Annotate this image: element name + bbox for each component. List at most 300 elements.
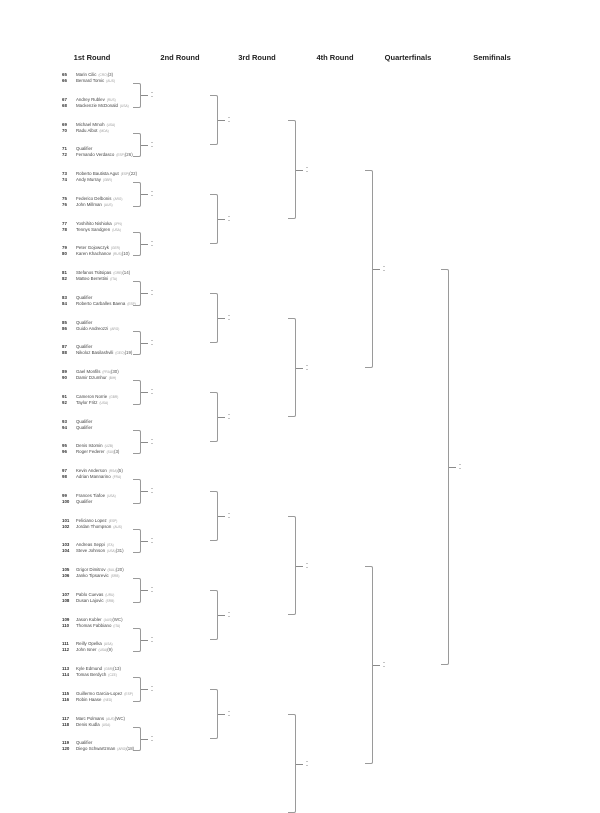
player-country: (GEO)	[115, 351, 125, 356]
player-number: 110	[62, 622, 70, 628]
player-number: 82	[62, 276, 67, 281]
round-header-semifinals: Semifinals	[473, 53, 511, 62]
player-seed: (WC)	[112, 616, 123, 622]
player-entry	[62, 746, 134, 752]
player-country: (USA)	[103, 642, 113, 647]
winner-slot-mark	[306, 563, 308, 564]
player-entry	[62, 276, 117, 282]
player-country: (USA)	[99, 400, 109, 405]
player-name: Qualifier	[76, 418, 93, 424]
player-entry	[62, 672, 117, 678]
player-entry	[62, 103, 129, 109]
winner-slot-mark	[151, 241, 153, 242]
player-name: Kevin Anderson	[76, 468, 107, 473]
player-number: 106	[62, 573, 70, 578]
bracket-line	[133, 232, 141, 257]
winner-slot-mark	[151, 344, 153, 345]
player-number: 102	[62, 523, 70, 529]
player-name: Andy Murray	[76, 177, 101, 182]
player-country: (GBR)	[109, 394, 119, 399]
bracket-line	[210, 689, 218, 739]
player-name: Kyle Edmund	[76, 666, 103, 671]
player-country: (NED)	[103, 697, 113, 702]
player-country: (FRA)	[112, 475, 122, 479]
player-number: 109	[62, 616, 70, 622]
player-country: (ARG)	[113, 196, 123, 201]
player-entry	[62, 177, 112, 183]
player-name: Matteo Berrettini	[76, 276, 109, 281]
player-name: Frances Tiafoe	[76, 492, 106, 498]
winner-slot-mark	[306, 369, 308, 370]
player-number: 65	[62, 72, 67, 77]
player-number: 118	[62, 721, 70, 727]
player-number: 117	[62, 715, 70, 721]
winner-slot-mark	[151, 736, 153, 737]
bracket-line	[210, 293, 218, 343]
player-seed: (19)	[124, 350, 133, 356]
player-number: 113	[62, 666, 70, 671]
bracket-connector	[296, 170, 303, 171]
player-name: Bernard Tomic	[76, 78, 105, 83]
player-country: (ESP)	[116, 153, 125, 158]
player-entry	[62, 350, 132, 356]
bracket-connector	[141, 145, 148, 146]
bracket-line	[288, 120, 296, 219]
player-number: 85	[62, 319, 67, 325]
player-seed: (31)	[115, 548, 124, 554]
player-entry	[62, 128, 109, 134]
winner-slot-mark	[151, 686, 153, 687]
player-entry	[62, 524, 122, 530]
player-seed: (14)	[122, 270, 131, 275]
player-entry	[62, 449, 119, 455]
player-name: Taylor Fritz	[76, 399, 98, 405]
player-name: Peter Gojowczyk	[76, 245, 109, 251]
player-name: Damir Dzumhur	[76, 375, 107, 380]
winner-slot-mark	[228, 715, 230, 716]
bracket-connector	[141, 343, 148, 344]
winner-slot-mark	[228, 418, 230, 419]
bracket-line	[210, 95, 218, 145]
player-country: (SRB)	[110, 574, 120, 578]
winner-slot-mark	[228, 414, 230, 415]
player-number: 78	[62, 226, 67, 232]
player-country: (BIH)	[108, 376, 117, 380]
bracket-connector	[218, 120, 225, 121]
winner-slot-mark	[151, 492, 153, 493]
player-country: (JPN)	[113, 221, 122, 226]
winner-slot-mark	[151, 340, 153, 341]
player-seed: (3)	[107, 72, 114, 77]
winner-slot-mark	[151, 587, 153, 588]
player-name: Guillermo Garcia-Lopez	[76, 690, 123, 696]
player-seed: (9)	[107, 647, 113, 653]
player-number: 86	[62, 325, 67, 331]
player-country: (UZB)	[104, 444, 114, 449]
player-name: John Millman	[76, 201, 102, 207]
bracket-connector	[141, 442, 148, 443]
player-entry	[62, 202, 113, 208]
player-name: Qualifier	[76, 294, 93, 300]
player-entry	[62, 152, 133, 158]
player-number: 95	[62, 443, 67, 449]
player-number: 76	[62, 201, 67, 207]
player-country: (SRB)	[105, 598, 115, 603]
player-country: (RUS)	[106, 97, 116, 102]
player-country: (AUS)	[106, 716, 115, 721]
winner-slot-mark	[228, 315, 230, 316]
round-header-1st: 1st Round	[73, 53, 111, 62]
player-country: (AUS)	[106, 79, 115, 83]
player-entry	[62, 697, 112, 703]
winner-slot-mark	[151, 740, 153, 741]
player-number: 111	[62, 641, 69, 647]
player-number: 94	[62, 424, 67, 430]
winner-slot-mark	[228, 711, 230, 712]
bracket-connector	[218, 318, 225, 319]
winner-slot-mark	[383, 266, 385, 267]
winner-slot-mark	[151, 92, 153, 93]
player-country: (GER)	[110, 246, 120, 251]
bracket-connector	[218, 714, 225, 715]
player-number: 103	[62, 542, 70, 548]
player-name: Karen Khachanov	[76, 251, 111, 257]
player-country: (FRA)	[102, 370, 111, 374]
bracket-line	[133, 281, 141, 306]
player-name: Thomas Fabbiano	[76, 622, 112, 628]
player-seed: (13)	[113, 666, 121, 671]
bracket-connector	[141, 95, 148, 96]
player-number: 74	[62, 177, 67, 182]
player-number: 72	[62, 152, 67, 158]
bracket-line	[133, 578, 141, 603]
bracket-line	[365, 170, 373, 368]
player-name: Feliciano Lopez	[76, 517, 107, 523]
player-country: (ARG)	[117, 747, 127, 752]
winner-slot-mark	[151, 195, 153, 196]
bracket-line	[133, 628, 141, 653]
bracket-connector	[296, 368, 303, 369]
player-name: Andreas Seppi	[76, 542, 105, 548]
player-number: 84	[62, 300, 67, 306]
winner-slot-mark	[228, 220, 230, 221]
player-country: (RUS)	[112, 252, 122, 257]
bracket-connector	[218, 516, 225, 517]
player-country: (ESP)	[108, 518, 118, 523]
bracket-connector	[141, 640, 148, 641]
bracket-line	[133, 479, 141, 504]
bracket-connector	[141, 491, 148, 492]
winner-slot-mark	[306, 171, 308, 172]
player-name: Diego Schwartzman	[76, 746, 116, 752]
winner-slot-mark	[383, 270, 385, 271]
player-name: John Isner	[76, 647, 97, 653]
bracket-line	[133, 529, 141, 554]
player-name: Qualifier	[76, 319, 93, 325]
player-name: Marin Cilic	[76, 72, 97, 77]
round-header-3rd: 3rd Round	[238, 53, 276, 62]
bracket-connector	[141, 194, 148, 195]
player-country: (AUS)	[113, 524, 122, 529]
winner-slot-mark	[459, 468, 461, 469]
player-country: (ITA)	[110, 277, 118, 281]
player-country: (GBR)	[102, 178, 112, 182]
player-seed: (3)	[114, 449, 120, 455]
player-name: Denis Istomin	[76, 443, 103, 449]
player-number: 73	[62, 171, 67, 176]
bracket-connector	[141, 244, 148, 245]
bracket-connector	[296, 566, 303, 567]
player-name: Michael Mmoh	[76, 121, 105, 127]
winner-slot-mark	[151, 591, 153, 592]
player-number: 83	[62, 294, 67, 300]
player-country: (USA)	[106, 122, 116, 127]
player-seed: (WC)	[114, 715, 125, 721]
player-name: Denis Kudla	[76, 721, 100, 727]
player-number: 100	[62, 498, 70, 504]
player-number: 93	[62, 418, 67, 424]
player-number: 114	[62, 672, 70, 677]
player-country: (ITA)	[106, 543, 114, 548]
player-country: (URU)	[105, 592, 115, 597]
player-name: Roger Federer	[76, 449, 105, 455]
bracket-line	[210, 194, 218, 244]
bracket-connector	[141, 739, 148, 740]
bracket-line	[133, 133, 141, 158]
winner-slot-mark	[228, 117, 230, 118]
player-number: 89	[62, 369, 67, 374]
bracket-connector	[141, 293, 148, 294]
player-name: Marc Polmans	[76, 715, 105, 721]
player-name: Qualifier	[76, 344, 93, 350]
bracket-connector	[373, 269, 380, 270]
winner-slot-mark	[383, 666, 385, 667]
player-country: (USA)	[119, 103, 129, 108]
winner-slot-mark	[228, 616, 230, 617]
player-number: 79	[62, 245, 67, 251]
winner-slot-mark	[228, 121, 230, 122]
player-entry	[62, 78, 115, 84]
player-country: (USA)	[112, 227, 121, 232]
player-number: 101	[62, 517, 70, 523]
player-name: Gael Monfils	[76, 369, 101, 374]
bracket-connector	[449, 467, 456, 468]
bracket-line	[133, 331, 141, 356]
player-entry	[62, 400, 108, 406]
player-name: Steve Johnson	[76, 548, 106, 554]
bracket-line	[441, 269, 449, 665]
player-name: Janko Tipsarevic	[76, 573, 109, 578]
player-country: (GRE)	[113, 271, 123, 275]
bracket-connector	[141, 689, 148, 690]
player-number: 92	[62, 399, 67, 405]
player-country: (USA)	[107, 493, 116, 498]
winner-slot-mark	[151, 96, 153, 97]
player-number: 71	[62, 146, 67, 152]
bracket-line	[133, 727, 141, 752]
player-seed: (10)	[121, 251, 130, 257]
player-name: Radu Albot	[76, 127, 98, 133]
player-seed: (30)	[110, 369, 119, 374]
player-name: Guido Andreozzi	[76, 325, 109, 331]
player-number: 80	[62, 251, 67, 257]
player-entry	[62, 647, 113, 653]
player-number: 66	[62, 78, 67, 83]
player-number: 105	[62, 567, 70, 572]
bracket-line	[210, 392, 218, 442]
winner-slot-mark	[306, 365, 308, 366]
bracket-connector	[141, 541, 148, 542]
player-entry	[62, 301, 136, 307]
player-country: (ESP)	[120, 172, 130, 176]
player-entry	[62, 251, 130, 257]
player-name: Qualifier	[76, 498, 93, 504]
player-name: Federico Delbonis	[76, 195, 112, 201]
player-number: 70	[62, 127, 67, 133]
winner-slot-mark	[306, 567, 308, 568]
winner-slot-mark	[151, 443, 153, 444]
bracket-line	[133, 677, 141, 702]
player-name: Mackenzie McDonald	[76, 102, 118, 108]
player-seed: (20)	[115, 567, 124, 572]
player-country: (SUI)	[106, 450, 114, 455]
player-entry	[62, 623, 120, 629]
player-number: 112	[62, 647, 70, 653]
player-entry	[62, 499, 94, 505]
player-number: 120	[62, 746, 70, 752]
player-number: 87	[62, 344, 67, 350]
bracket-line	[288, 516, 296, 615]
player-number: 108	[62, 597, 70, 603]
player-number: 115	[62, 690, 70, 696]
player-seed: (26)	[124, 152, 133, 158]
winner-slot-mark	[151, 245, 153, 246]
player-entry	[62, 326, 119, 332]
winner-slot-mark	[151, 488, 153, 489]
winner-slot-mark	[228, 612, 230, 613]
bracket-line	[133, 182, 141, 207]
player-number: 98	[62, 474, 67, 479]
player-name: Qualifier	[76, 424, 93, 430]
player-name: Pablo Cuevas	[76, 591, 104, 597]
bracket-connector	[296, 764, 303, 765]
player-number: 90	[62, 375, 67, 380]
player-seed: (22)	[129, 171, 138, 176]
player-number: 99	[62, 492, 67, 498]
bracket-connector	[141, 590, 148, 591]
player-number: 104	[62, 548, 70, 554]
bracket-connector	[218, 615, 225, 616]
player-country: (ESP)	[127, 301, 136, 306]
player-seed: (18)	[126, 746, 135, 752]
winner-slot-mark	[306, 167, 308, 168]
winner-slot-mark	[151, 637, 153, 638]
player-name: Reilly Opelka	[76, 641, 102, 647]
winner-slot-mark	[151, 439, 153, 440]
round-header-4th: 4th Round	[316, 53, 354, 62]
player-entry	[62, 598, 114, 604]
winner-slot-mark	[151, 290, 153, 291]
player-name: Roberto Carballes Baena	[76, 300, 126, 306]
player-number: 96	[62, 449, 67, 455]
player-seed: (5)	[117, 468, 123, 473]
player-country: (USA)	[98, 648, 108, 653]
winner-slot-mark	[151, 146, 153, 147]
round-header-quarterfinals: Quarterfinals	[384, 53, 432, 62]
bracket-line	[133, 83, 141, 108]
player-number: 91	[62, 393, 67, 399]
player-name: Dusan Lajovic	[76, 597, 104, 603]
player-entry	[62, 548, 124, 554]
player-entry	[62, 722, 110, 728]
player-name: Stefanos Tsitsipas	[76, 270, 112, 275]
player-country: (AUS)	[103, 202, 113, 207]
player-number: 75	[62, 195, 67, 201]
bracket-connector	[373, 665, 380, 666]
player-name: Grigor Dimitrov	[76, 567, 106, 572]
winner-slot-mark	[151, 641, 153, 642]
player-number: 77	[62, 220, 67, 226]
player-country: (BUL)	[107, 568, 116, 572]
player-country: (GBR)	[104, 667, 114, 671]
winner-slot-mark	[228, 517, 230, 518]
winner-slot-mark	[151, 294, 153, 295]
player-country: (ESP)	[124, 691, 133, 696]
winner-slot-mark	[151, 690, 153, 691]
player-name: Cameron Norrie	[76, 393, 108, 399]
player-name: Fernando Verdasco	[76, 152, 115, 158]
player-number: 97	[62, 468, 67, 473]
player-name: Tomas Berdych	[76, 672, 107, 677]
player-name: Nikoloz Basilashvili	[76, 350, 114, 356]
player-entry	[62, 425, 94, 431]
winner-slot-mark	[151, 389, 153, 390]
bracket-line	[133, 380, 141, 405]
player-number: 119	[62, 740, 70, 746]
player-entry	[62, 227, 121, 233]
player-name: Qualifier	[76, 146, 93, 152]
bracket-line	[133, 430, 141, 455]
bracket-connector	[141, 392, 148, 393]
winner-slot-mark	[228, 216, 230, 217]
bracket-line	[288, 318, 296, 417]
player-country: (RSA)	[108, 469, 118, 473]
player-country: (CZE)	[108, 673, 117, 677]
winner-slot-mark	[151, 191, 153, 192]
player-country: (ARG)	[110, 326, 120, 331]
player-name: Tennys Sandgren	[76, 226, 111, 232]
player-name: Jason Kubler	[76, 616, 102, 622]
bracket-connector	[218, 219, 225, 220]
winner-slot-mark	[151, 542, 153, 543]
player-entry	[62, 474, 121, 480]
winner-slot-mark	[459, 464, 461, 465]
bracket-line	[365, 566, 373, 764]
player-number: 68	[62, 102, 67, 108]
winner-slot-mark	[151, 393, 153, 394]
winner-slot-mark	[228, 319, 230, 320]
player-number: 81	[62, 270, 67, 275]
player-country: (USA)	[101, 722, 111, 727]
player-entry	[62, 375, 116, 381]
player-entry	[62, 573, 119, 579]
player-number: 88	[62, 350, 67, 356]
bracket-line	[210, 590, 218, 640]
winner-slot-mark	[306, 765, 308, 766]
player-country: (AUS)	[103, 617, 113, 622]
bracket-connector	[218, 417, 225, 418]
winner-slot-mark	[306, 761, 308, 762]
